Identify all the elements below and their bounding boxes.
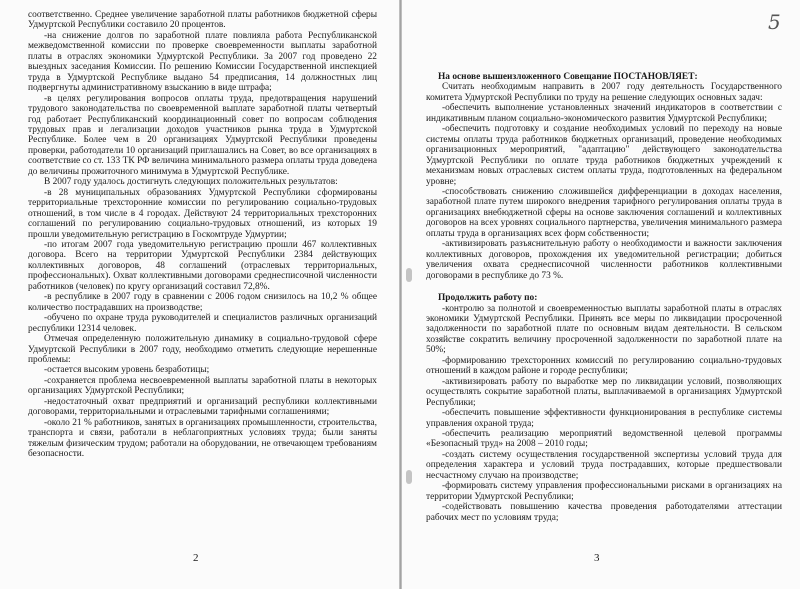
- paragraph: -недостаточный охват предприятий и организаций республики коллективными договорами, территориальными и отраслевыми тарифными соглашениями;: [28, 396, 377, 418]
- paragraph: -сохраняется проблема несвоевременной выплаты заработной платы в некоторых организациях Удмуртской Республики;: [28, 375, 377, 397]
- paragraph: -обеспечить повышение эффективности функционирования в республике системы управления охраной труда;: [426, 408, 782, 429]
- paragraph: -на снижение долгов по заработной плате повлияла работа Республиканской межведомственной комиссии по проверке своевременности выплаты заработной платы в отраслях экономики Удмуртской Республики. За 2007 год проведено 22 выездных заседания Комиссии. По решению Комиссии Государственной инспекцией труда в Удмуртской Республике выдано 54 предписания, 14 должностных лиц подвергнуты административному взысканию в виде штрафа;: [28, 30, 377, 94]
- handwritten-page-mark: 5: [768, 10, 781, 34]
- paragraph: -содействовать повышению качества проведения работодателями аттестации рабочих мест по условиям труда;: [426, 502, 782, 523]
- continue-work-heading: Продолжить работу по:: [438, 293, 538, 304]
- paragraph: -обучено по охране труда руководителей и специалистов различных организаций республики 12314 человек.: [28, 313, 377, 334]
- left-page: [0, 0, 399, 589]
- paragraph: Считать необходимым направить в 2007 году деятельность Государственного комитета Удмуртской Республики по труду на решение следующих основных задач:: [426, 82, 782, 103]
- paragraph: -создать систему осуществления государственной экспертизы условий труда для определения характера и условий труда пострадавших, которые предшествовали несчастному случаю на производстве;: [426, 449, 782, 481]
- resolution-heading: На основе вышеизложенного Совещание ПОСТАНОВЛЯЕТ:: [438, 72, 698, 82]
- paragraph: -формировать систему управления профессиональными рисками в организациях на территории Удмуртской Республики;: [426, 481, 782, 502]
- paragraph: Отмечая определенную положительную динамику в социально-трудовой сфере Удмуртской Республики в 2007 году, необходимо отметить следующие нерешенные проблемы:: [28, 334, 377, 365]
- paragraph: -контролю за полнотой и своевременностью выплаты заработной платы в отраслях экономики Удмуртской Республики. Принять все меры по ликвидации просроченной задолженности по заработной плате по основным видам деятельности. В сельском хозяйстве сократить величину просроченной задолженности по заработной плате на 50%;: [426, 303, 782, 356]
- paragraph: соответственно. Среднее увеличение заработной платы работников бюджетной сферы Удмуртской Республики составило 20 процентов.: [28, 10, 377, 31]
- paragraph: -по итогам 2007 года уведомительную регистрацию прошли 467 коллективных договора. Всего на территории Удмуртской Республики 2384 действующих коллективных договоров, 48 соглашений (отраслевых территориальных, профессиональных). Охват коллективными договорами среднесписочной численности работников (человек) по кругу организаций составил 72,8%.: [28, 239, 377, 292]
- paragraph: -в целях регулирования вопросов оплаты труда, предотвращения нарушений трудового законодательства по своевременной выплате заработной платы четвертый год работает Республиканский координационный совет по вопросам соблюдения трудовых прав и легализации доходов участников рынка труда в Удмуртской Республике. Более чем в 20 организациях Удмуртской Республики проведены проверки, работодатели 10 организаций приглашались на Совет, во все организациях в соответствие со ст. 133 ТК РФ величина минимального размера оплаты труда доведена до величины прожиточного минимума в Удмуртской Республике.: [28, 93, 377, 177]
- page-number: 2: [193, 552, 199, 564]
- paragraph: -обеспечить подготовку и создание необходимых условий по переходу на новые системы оплаты труда работников бюджетных организаций, проведение необходимых организационных мероприятий, "адаптацию" действующего законодательства Удмуртской Республики по оплате труда работников бюджетных учреждений к механизмам новых отраслевых систем оплаты труда, подготовленных на федеральном уровне;: [426, 124, 782, 187]
- paragraph: -остается высоким уровень безработицы;: [44, 365, 210, 376]
- page-number: 3: [594, 552, 600, 564]
- paragraph: -в 28 муниципальных образованиях Удмуртской Республики сформированы территориальные трехсторонние комиссии по регулированию социально-трудовых отношений, в том числе в 4 городах. Действуют 24 территориальных трехсторонних соглашений по регулированию социально-трудовых отношений, из которых 19 прошли уведомительную регистрацию в Госкомтруде Удмуртии;: [28, 187, 377, 240]
- paragraph: -обеспечить выполнение установленных значений индикаторов в соответствии с индикативным планом социально-экономического развития Удмуртской Республики;: [426, 103, 782, 124]
- paragraph: -в республике в 2007 году в сравнении с 2006 годом снизилось на 10,2 % общее количество пострадавших на производстве;: [28, 292, 377, 313]
- left-page-text: [28, 10, 377, 459]
- paragraph: -активизировать разъяснительную работу о необходимости и важности заключения коллективных договоров, прохождения их уведомительной регистрации; добиться увеличения охвата среднесписочной численности работников коллективными договорами в республике до 73 %.: [426, 239, 782, 281]
- paragraph: -обеспечить реализацию мероприятий ведомственной целевой программы «Безопасный труд» на 2008 – 2010 годы;: [426, 428, 782, 450]
- paragraph: В 2007 году удалось достигнуть следующих положительных результатов:: [44, 177, 338, 188]
- paragraph: -активизировать работу по выработке мер по ликвидации условий, позволяющих осуществлять сокрытие заработной платы, выплачиваемой в организациях Удмуртской Республики;: [426, 376, 782, 408]
- paragraph: -формированию трехсторонних комиссий по регулированию социально-трудовых отношений в каждом районе и городе республики;: [426, 355, 782, 377]
- paragraph: -около 21 % работников, занятых в организациях промышленности, строительства, транспорта и связи, работали в неблагоприятных условиях труда; были заняты тяжелым физическим трудом; работали на оборудовании, не отвечающем требованиям безопасности.: [28, 417, 377, 460]
- right-page: [402, 0, 800, 589]
- paragraph: -способствовать снижению сложившейся дифференциации в доходах населения, заработной плате путем широкого внедрения тарифного регулирования оплаты труда в организациях внебюджетной сферы на основе заключения соглашений и коллективных договоров на всех уровнях социального партнерства, увеличения минимального размера оплаты труда в организациях всех форм собственности;: [426, 186, 782, 239]
- right-page-text: [426, 72, 782, 523]
